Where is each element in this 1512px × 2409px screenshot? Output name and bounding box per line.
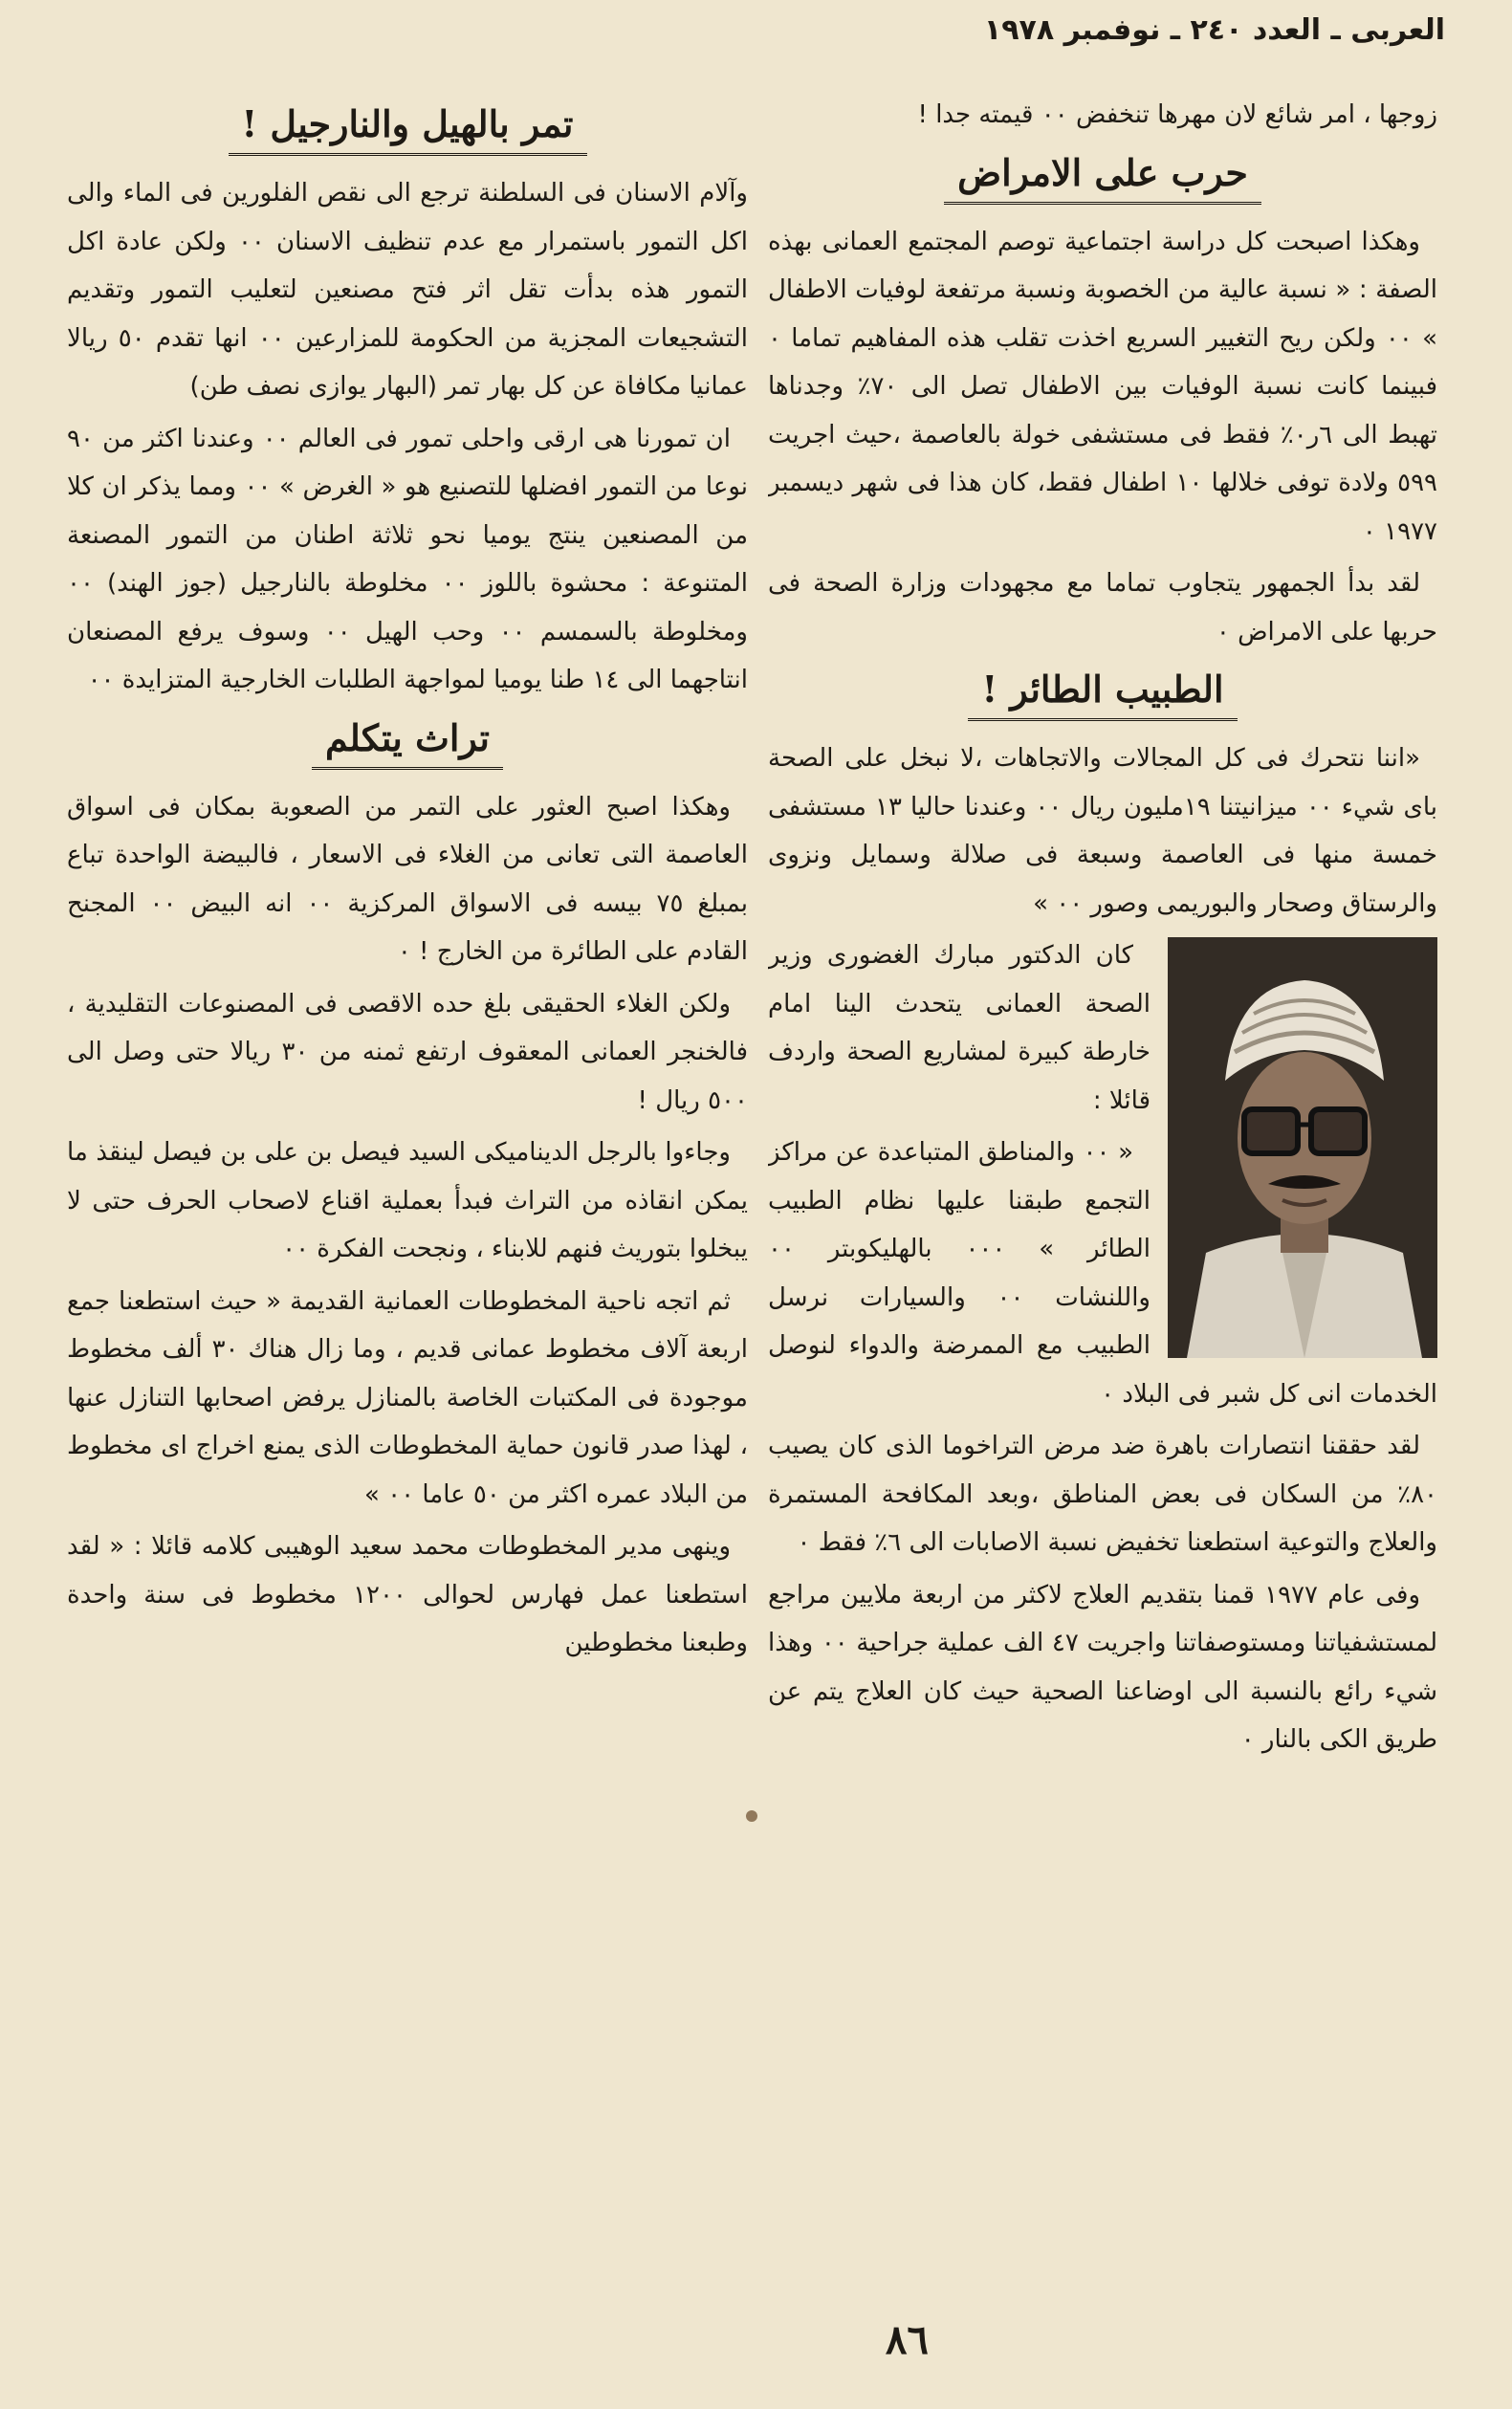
paragraph: ولكن الغلاء الحقيقى بلغ حده الاقصى فى المصنوعات التقليدية ، فالخنجر العمانى المعقوف ارتفع ثمنه من ٣٠ ريالا حتى وصل الى ٥٠٠ ريال !: [67, 989, 748, 1115]
section-heading-text: الطبيب الطائر !: [968, 668, 1237, 721]
portrait-image: [1168, 937, 1437, 1358]
section-heading-dates: [67, 100, 748, 148]
paragraph: وجاءوا بالرجل الديناميكى السيد فيصل بن على بن فيصل لينقذ ما يمكن انقاذه من التراث فبدأ بعملية اقناع لاصحاب الحرف حتى لا يبخلوا بتوريث فنهم للابناء ، ونجحت الفكرة ٠٠: [67, 1138, 748, 1263]
paragraph: وينهى مدير المخطوطات محمد سعيد الوهيبى كلامه قائلا : « لقد استطعنا عمل فهارس لحوالى ١٢٠٠ مخطوط فى سنة واحدة وطبعنا مخطوطين: [67, 1532, 748, 1657]
paragraph: وفى عام ١٩٧٧ قمنا بتقديم العلاج لاكثر من اربعة ملايين مراجع لمستشفياتنا ومستوصفاتنا واجريت ٤٧ الف عملية جراحية ٠٠ وهذا شيء رائع بالنسبة الى اوضاعنا الصحية حيث كان العلاج يتم عن طريق الكى بالنار ٠: [768, 1580, 1437, 1754]
running-header: العربى ـ العدد ٢٤٠ ـ نوفمبر ١٩٧٨: [983, 13, 1445, 47]
right-column: [768, 91, 1437, 2319]
paragraph: لقد حققنا انتصارات باهرة ضد مرض التراخوما الذى كان يصيب ٨٠٪ من السكان فى بعض المناطق ،وبعد المكافحة المستمرة والعلاج والتوعية استطعنا تخفيض نسبة الاصابات الى ٦٪ فقط ٠: [768, 1432, 1437, 1557]
section-heading-text: تراث يتكلم: [312, 716, 503, 770]
section-heading-heritage: [67, 714, 748, 762]
paragraph: « ٠٠ والمناطق المتباعدة عن مراكز التجمع طبقنا عليها نظام الطبيب الطائر » ٠٠٠ بالهليكوبتر ٠٠ واللنشات ٠٠ والسيارات نرسل الطبيب مع الممرضة والدواء لنوصل الخدمات انى كل شبر فى البلاد ٠: [768, 1138, 1437, 1409]
page-number: ٨٦: [885, 2316, 929, 2363]
section-heading-text: تمر بالهيل والنارجيل !: [229, 102, 587, 156]
paragraph: لقد بدأ الجمهور يتجاوب تماما مع مجهودات وزارة الصحة فى حربها على الامراض ٠: [768, 569, 1437, 646]
intro-paragraph: زوجها ، امر شائع لان مهرها تنخفض ٠٠ قيمته جدا !: [917, 100, 1437, 129]
left-column: [67, 91, 748, 2319]
portrait-photo: [1168, 937, 1437, 1358]
section-heading-war-on-diseases: [768, 149, 1437, 197]
paragraph: ثم اتجه ناحية المخطوطات العمانية القديمة « حيث استطعنا جمع اربعة آلاف مخطوط عمانى قديم ، وما زال هناك ٣٠ ألف مخطوط موجودة فى المكتبات الخاصة بالمنازل يرفض اصحابها التنازل عنها ، لهذا صدر قانون حماية المخطوطات الذى يمنع اخراج اى مخطوط من البلاد عمره اكثر من ٥٠ عاما ٠٠ »: [67, 1286, 748, 1509]
paragraph: وهكذا اصبح العثور على التمر من الصعوبة بمكان فى اسواق العاصمة التى تعانى من الغلاء فى الاسعار ، فالبيضة الواحدة تباع بمبلغ ٧٥ بيسه فى الاسواق المركزية ٠٠ انه البيض ٠٠ المجنح القادم على الطائرة من الخارج ! ٠: [67, 792, 748, 966]
paragraph: كان الدكتور مبارك الغضورى وزير الصحة العمانى يتحدث الينا امام خارطة كبيرة لمشاريع الصحة واردف قائلا :: [768, 941, 1150, 1115]
print-speck: [746, 1810, 757, 1822]
paragraph: «اننا نتحرك فى كل المجالات والاتجاهات ،لا نبخل على الصحة باى شيء ٠٠ ميزانيتنا ١٩مليون ريال ٠٠ وعندنا حاليا ١٣ مستشفى خمسة منها فى العاصمة وسبعة فى صلالة وسمايل ونزوى والرستاق وصحار والبوريمى وصور ٠٠ »: [768, 744, 1437, 918]
paragraph: وآلام الاسنان فى السلطنة ترجع الى نقص الفلورين فى الماء والى اكل التمور باستمرار مع عدم تنظيف الاسنان ٠٠ ولكن عادة اكل التمور هذه بدأت تقل اثر فتح مصنعين لتعليب التمور وتقديم التشجيعات المجزية من الحكومة للمزارعين ٠٠ انها تقدم ٥٠ ريالا عمانيا مكافاة عن كل بهار تمر (البهار يوازى نصف طن): [67, 179, 748, 401]
paragraph: وهكذا اصبحت كل دراسة اجتماعية توصم المجتمع العمانى بهذه الصفة : « نسبة عالية من الخصوبة ونسبة مرتفعة لوفيات الاطفال » ٠٠ ولكن ريح التغيير السريع اخذت تقلب هذه المفاهيم تماما ٠ فبينما كانت نسبة الوفيات بين الاطفال تصل الى ٧٠٪ وجدناها تهبط الى ٦ر٠٪ فقط فى مستشفى خولة بالعاصمة ،حيث اجريت ٥٩٩ ولادة توفى خلالها ١٠ اطفال فقط، كان هذا فى شهر ديسمبر ١٩٧٧ ٠: [768, 227, 1437, 546]
section-heading-text: حرب على الامراض: [944, 151, 1261, 205]
section-heading-flying-doctor: [768, 666, 1437, 713]
paragraph: ان تمورنا هى ارقى واحلى تمور فى العالم ٠٠ وعندنا اكثر من ٩٠ نوعا من التمور افضلها للتصنيع هو « الغرض » ٠٠ ومما يذكر ان كلا من المصنعين ينتج يوميا نحو ثلاثة اطنان من التمور المصنعة المتنوعة : محشوة باللوز ٠٠ مخلوطة بالنارجيل (جوز الهند) ٠٠ ومخلوطة بالسمسم ٠٠ وحب الهيل ٠٠ وسوف يرفع المصنعان انتاجهما الى ١٤ طنا يوميا لمواجهة الطلبات الخارجية المتزايدة ٠٠: [67, 424, 748, 694]
